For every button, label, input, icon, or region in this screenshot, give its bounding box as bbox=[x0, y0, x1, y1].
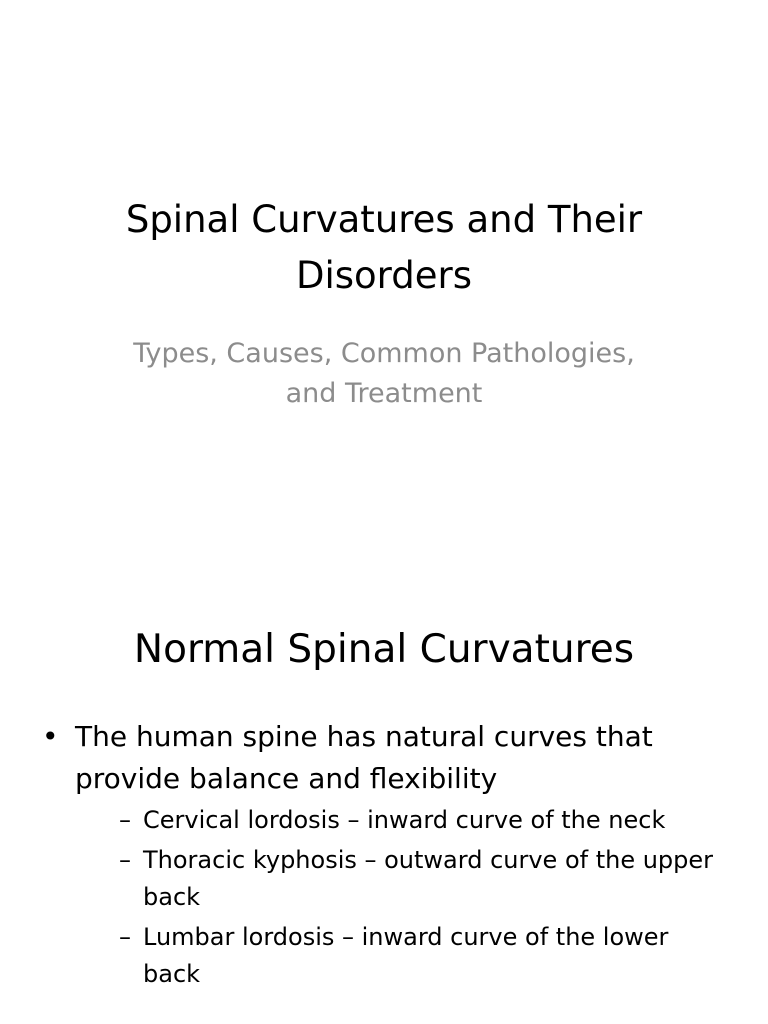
sub-bullet-marker: – bbox=[119, 806, 131, 834]
bullet-marker: • bbox=[42, 720, 59, 753]
sub-bullet-cervical bbox=[75, 802, 730, 839]
content-slide bbox=[0, 576, 768, 1024]
slide-title bbox=[84, 192, 684, 304]
sub-bullet-list bbox=[75, 802, 730, 993]
sub-bullet-text-line-2: back bbox=[143, 883, 201, 911]
slide-subtitle bbox=[100, 334, 668, 414]
slide-title-line-1: Spinal Curvatures and Their bbox=[125, 198, 643, 241]
sub-bullet-lumbar bbox=[75, 919, 730, 993]
bullet-text-line-1: The human spine has natural curves that bbox=[75, 720, 653, 753]
sub-bullet-marker: – bbox=[119, 846, 131, 874]
content-slide-title: Normal Spinal Curvatures bbox=[133, 627, 635, 672]
sub-bullet-text: Lumbar lordosis – inward curve of the lower back bbox=[143, 923, 669, 988]
sub-bullet-text: Cervical lordosis – inward curve of the neck bbox=[143, 806, 666, 834]
sub-bullet-text-line-1: Thoracic kyphosis – outward curve of the upper bbox=[143, 846, 714, 874]
bullet-text-line-2: provide balance and flexibility bbox=[75, 762, 498, 795]
bullet-item bbox=[40, 716, 730, 993]
slide-subtitle-line-1: Types, Causes, Common Pathologies, bbox=[133, 338, 635, 369]
sub-bullet-marker: – bbox=[119, 923, 131, 951]
slide-title-line-2: Disorders bbox=[296, 254, 472, 297]
bullet-list bbox=[40, 716, 730, 996]
slide-subtitle-line-2: and Treatment bbox=[285, 378, 483, 409]
sub-bullet-thoracic bbox=[75, 842, 730, 916]
